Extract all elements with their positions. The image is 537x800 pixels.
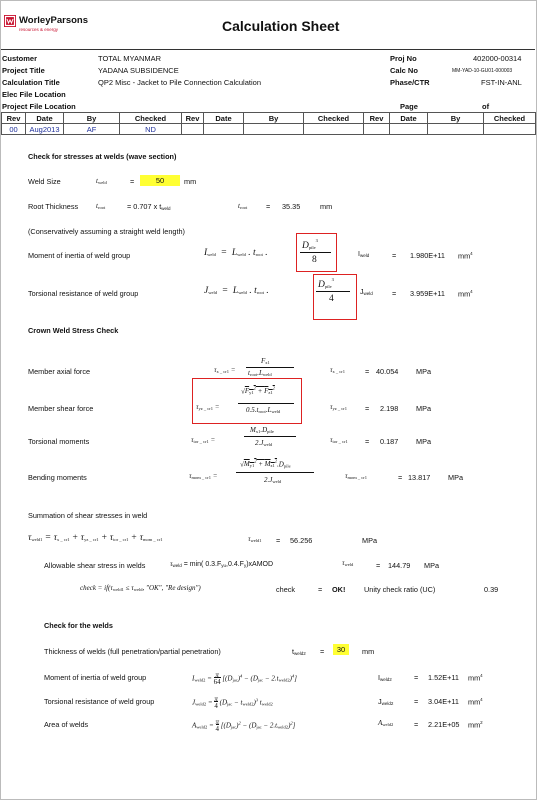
bending-moments-unit: MPa (448, 473, 464, 482)
tau-yz-cr1-symbol: $\tau_{yz \_ cr1}$ = (196, 403, 220, 411)
axial-numerator: $F_{x1}$ (261, 357, 270, 365)
allowable-stress-unit: MPa (424, 561, 440, 570)
weld2-inertia-formula: $I_{weld2} = \frac{\pi}{64} [(D_{jac})^4 - (D_{jac} - 2.t_{weld2})^4]$ (192, 671, 297, 686)
axial-force-value: 40.054 (376, 367, 399, 376)
revision-table (1, 112, 536, 135)
allowable-formula: $\tau_{weld} = \min$( $0.3.F_{yu},0.4.F_y)xAMOD$ (170, 560, 274, 568)
calc-no-label: Calc No (390, 66, 418, 75)
axial-force-unit: MPa (416, 367, 432, 376)
worleyparsons-logo-icon (4, 15, 16, 27)
equals-sign: = (276, 536, 281, 545)
equals-sign: = (365, 367, 370, 376)
allowable-stress-label: Allowable shear stress in welds (44, 561, 146, 570)
fraction-bar (236, 472, 314, 473)
equals-sign: = (130, 177, 135, 186)
equals-sign: = (398, 473, 403, 482)
equals-sign: = (318, 585, 323, 594)
by-header: By (428, 113, 484, 124)
check-formula: check = $if(\tau_{weld1} \le \tau_{weld}$, "OK", "Re design") (80, 584, 201, 592)
calc-title-label: Calculation Title (2, 78, 60, 87)
bending-moments-value: 13.817 (408, 473, 431, 482)
weld-size-label: Weld Size (28, 177, 61, 186)
weld2-torsion-unit: $mm^4$ (468, 697, 483, 707)
tau-mom-cr1-symbol: $\tau_{mom \_ cr1}$ = (189, 472, 218, 480)
checked-cell (304, 124, 364, 135)
rev-header: Rev (182, 113, 204, 124)
inertia-label: Moment of inertia of weld group (28, 251, 131, 260)
axial-denominator: $t_{root}.L_{weld}$ (248, 369, 272, 377)
tau-tor-cr1-symbol-2: $\tau_{tor \_ cr1}$ (330, 436, 348, 444)
checked-header: Checked (484, 113, 536, 124)
page-label: Page (400, 102, 418, 111)
unity-check-label: Unity check ratio (UC) (364, 585, 436, 594)
j-weld2-symbol: $J_{weld2}$ (378, 697, 394, 706)
summation-value: 56.256 (290, 536, 313, 545)
of-label: of (482, 102, 490, 111)
by-cell: AF (64, 124, 120, 135)
weld2-torsion-formula: $J_{weld2} = \frac{\pi}{4} (D_{jac} - t_{weld2})^3$ $t_{weld2}$ (192, 695, 273, 710)
proj-no-value: 402000-00314 (473, 54, 522, 63)
weld-thickness-input[interactable]: 30 (333, 644, 349, 655)
rev-header: Rev (2, 113, 26, 124)
root-formula: = 0.707 x $t_{weld}$ (127, 202, 171, 211)
torsional-label: Torsional resistance of weld group (28, 289, 139, 298)
equals-sign: = (414, 673, 419, 682)
torsion-numerator: $M_{x1}.D_{pile}$ (250, 426, 274, 434)
weld2-torsion-value: 3.04E+11 (428, 697, 459, 706)
project-file-label: Project File Location (2, 102, 76, 111)
t-root-symbol: $t_{root}$ (96, 202, 106, 210)
weld-thickness-label: Thickness of welds (full penetration/partial penetration) (44, 647, 221, 656)
fraction-bar (244, 436, 296, 437)
torsional-formula: $J_{weld} = L_{weld}$ . $t_{root}$ . (204, 286, 269, 296)
by-header: By (64, 113, 120, 124)
brand-tagline: resources & energy (19, 27, 59, 32)
date-cell (204, 124, 244, 135)
equals-sign: = (320, 647, 325, 656)
torsion-denominator: $2.J_{weld}$ (255, 439, 273, 447)
tau-tor-cr1-symbol: $\tau_{tor \_ cr1}$ = (191, 436, 216, 444)
by-cell (244, 124, 304, 135)
page-title: Calculation Sheet (222, 18, 340, 34)
fraction-bar (238, 403, 294, 404)
phase-label: Phase/CTR (390, 78, 430, 87)
bending-moments-label: Bending moments (28, 473, 87, 482)
shear-numerator: $√F_{y1}^2 + F_{z1}^2$ (241, 386, 275, 396)
weld2-torsion-label: Torsional resistance of weld group (44, 697, 155, 706)
inertia-fraction-bottom: 8 (312, 255, 317, 265)
weld2-inertia-value: 1.52E+11 (428, 673, 459, 682)
weld2-area-unit: $mm^2$ (468, 720, 483, 730)
torsional-moments-value: 0.187 (380, 437, 399, 446)
project-title-value: YADANA SUBSIDENCE (98, 66, 179, 75)
tau-mom-cr1-symbol-2: $\tau_{mom \_ cr1}$ (345, 472, 368, 480)
t-root-symbol-2: $t_{root}$ (238, 202, 248, 210)
checked-cell: ND (120, 124, 182, 135)
rev-cell: 00 (2, 124, 26, 135)
i-weld2-symbol: $I_{weld2}$ (378, 673, 392, 682)
rev-cell (364, 124, 390, 135)
unity-check-value: 0.39 (484, 585, 499, 594)
shear-force-unit: MPa (416, 404, 432, 413)
summation-unit: MPa (362, 536, 378, 545)
check-result: OK! (332, 585, 346, 594)
customer-value: TOTAL MYANMAR (98, 54, 162, 63)
checked-header: Checked (120, 113, 182, 124)
date-header: Date (26, 113, 64, 124)
summation-formula: $\tau_{weld1} = \tau_{x \_ cr1} + \tau_{yz \_ cr1} + \tau_{tor \_ cr1} + \tau_{mom \_ cr1}$ (28, 533, 163, 543)
weld2-area-value: 2.21E+05 (428, 720, 460, 729)
assumption-note: (Conservatively assuming a straight weld length) (28, 227, 185, 236)
welds-check-title: Check for the welds (44, 621, 113, 630)
weld-size-unit: mm (184, 177, 197, 186)
table-row (2, 124, 536, 135)
equals-sign: = (376, 561, 381, 570)
axial-force-label: Member axial force (28, 367, 91, 376)
tau-weld-symbol: $\tau_{weld}$ (342, 559, 354, 567)
customer-label: Customer (2, 54, 38, 63)
fraction-bar (316, 291, 350, 292)
phase-value: FST-IN-ANL (481, 78, 522, 87)
calc-title-value: QP2 Misc - Jacket to Pile Connection Calculation (98, 78, 261, 87)
date-cell: Aug2013 (26, 124, 64, 135)
crown-section-title: Crown Weld Stress Check (28, 326, 119, 335)
tau-yz-cr1-symbol-2: $\tau_{yz \_ cr1}$ (330, 403, 348, 411)
shear-force-value: 2.198 (380, 404, 399, 413)
t-weld-symbol: $t_{weld}$ (96, 177, 107, 185)
tau-x-cr1-symbol-2: $\tau_{x \_ cr1}$ (330, 366, 346, 374)
torsional-moments-unit: MPa (416, 437, 432, 446)
project-title-label: Project Title (2, 66, 45, 75)
weld2-inertia-label: Moment of inertia of weld group (44, 673, 147, 682)
weld-size-input[interactable]: 50 (140, 175, 180, 186)
weld2-area-label: Area of welds (44, 720, 89, 729)
inertia-unit: $mm^4$ (458, 251, 473, 261)
equals-sign: = (392, 251, 397, 260)
inertia-formula: $I_{weld} = L_{weld}$ . $t_{root}$ . (204, 248, 268, 258)
allowable-stress-value: 144.79 (388, 561, 411, 570)
root-thickness-label: Root Thickness (28, 202, 79, 211)
header-divider (1, 49, 535, 50)
bending-numerator: $√M_{y1}^2 + M_{z1}^2.D_{pile}$ (240, 459, 291, 469)
date-header: Date (204, 113, 244, 124)
torsional-value: 3.959E+11 (410, 289, 445, 298)
weld-section-title: Check for stresses at welds (wave section) (28, 152, 177, 161)
rev-cell (182, 124, 204, 135)
equals-sign: = (365, 404, 370, 413)
tau-x-cr1-symbol: $\tau_{x \_ cr1}$ = (214, 366, 236, 374)
fraction-bar (300, 252, 331, 253)
weld2-area-formula: $A_{weld2} = \frac{\pi}{4} [(D_{jac})^2 - (D_{jac} - 2.t_{weld2})^2]$ (192, 718, 296, 733)
proj-no-label: Proj No (390, 54, 417, 63)
inertia-value: 1.980E+11 (410, 251, 445, 260)
checked-header: Checked (304, 113, 364, 124)
by-cell (428, 124, 484, 135)
weld2-inertia-unit: $mm^4$ (468, 673, 483, 683)
i-weld-symbol: $I_{weld}$ (358, 251, 370, 258)
shear-force-label: Member shear force (28, 404, 94, 413)
date-cell (390, 124, 428, 135)
torsional-unit: $mm^4$ (458, 289, 473, 299)
a-weld2-symbol: $A_{weld2}$ (378, 719, 394, 727)
j-weld-symbol: $J_{weld}$ (360, 289, 373, 296)
equals-sign: = (365, 437, 370, 446)
equals-sign: = (414, 720, 419, 729)
elec-file-label: Elec File Location (2, 90, 66, 99)
calc-no-value: MM-YAD-10-GU01-000003 (452, 68, 513, 74)
summation-title: Summation of shear stresses in weld (28, 511, 148, 520)
equals-sign: = (266, 202, 271, 211)
by-header: By (244, 113, 304, 124)
weld-thickness-unit: mm (362, 647, 375, 656)
equals-sign: = (414, 697, 419, 706)
torsional-fraction-top: $D_{pile}^3$ (318, 277, 334, 290)
brand-name: WorleyParsons (19, 15, 88, 26)
date-header: Date (390, 113, 428, 124)
revision-header-row (2, 113, 536, 124)
t-weld2-symbol: $t_{weld2}$ (292, 647, 306, 656)
checked-cell (484, 124, 536, 135)
root-thickness-value: 35.35 (282, 202, 301, 211)
fraction-bar (246, 367, 294, 368)
shear-formula-highlight (192, 378, 302, 424)
bending-denominator: $2.J_{weld}$ (264, 476, 282, 484)
rev-header: Rev (364, 113, 390, 124)
equals-sign: = (392, 289, 397, 298)
tau-weld1-symbol: $\tau_{weld1}$ (248, 535, 262, 543)
inertia-fraction-top: $D_{pile}^3$ (302, 238, 318, 251)
check-label: check (276, 585, 296, 594)
root-thickness-unit: mm (320, 202, 333, 211)
shear-denominator: $0.5.t_{root}.L_{weld}$ (246, 406, 281, 414)
torsional-moments-label: Torsional moments (28, 437, 90, 446)
torsional-fraction-bottom: 4 (329, 294, 334, 304)
